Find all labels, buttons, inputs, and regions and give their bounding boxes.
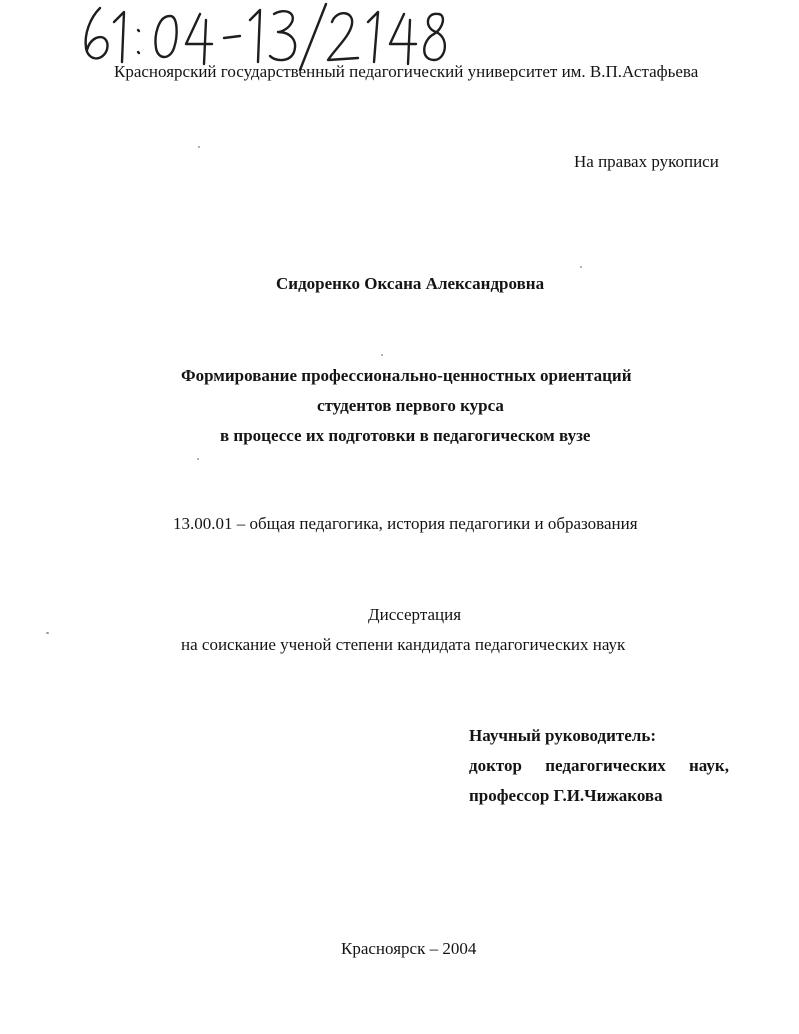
title-line-3: в процессе их подготовки в педагогическом вузе xyxy=(220,426,591,445)
rights-note: На правах рукописи xyxy=(574,152,719,171)
scan-speck xyxy=(46,632,49,634)
scan-speck xyxy=(381,354,383,356)
specialty-code: 13.00.01 – общая педагогика, история педагогики и образования xyxy=(173,514,638,533)
supervisor-heading: Научный руководитель: xyxy=(469,726,656,745)
title-line-1: Формирование профессионально-ценностных ориентаций xyxy=(181,366,632,385)
supervisor-degree-word: доктор xyxy=(469,756,522,775)
work-type: Диссертация xyxy=(368,605,462,624)
title-line-2: студентов первого курса xyxy=(317,396,504,415)
supervisor-name: профессор Г.И.Чижакова xyxy=(469,786,663,805)
author-name: Сидоренко Оксана Александровна xyxy=(276,274,545,293)
scan-speck xyxy=(198,146,200,148)
scan-speck xyxy=(197,458,199,460)
supervisor-degree-word: педагогических xyxy=(545,756,666,775)
scan-speck xyxy=(580,266,582,268)
degree-statement: на соискание ученой степени кандидата педагогических наук xyxy=(181,635,626,654)
university-name: Красноярский государственный педагогический университет им. В.П.Астафьева xyxy=(114,62,699,81)
supervisor-degree-word: наук, xyxy=(689,756,729,775)
supervisor-degree xyxy=(469,756,729,776)
place-and-year: Красноярск – 2004 xyxy=(341,939,477,958)
